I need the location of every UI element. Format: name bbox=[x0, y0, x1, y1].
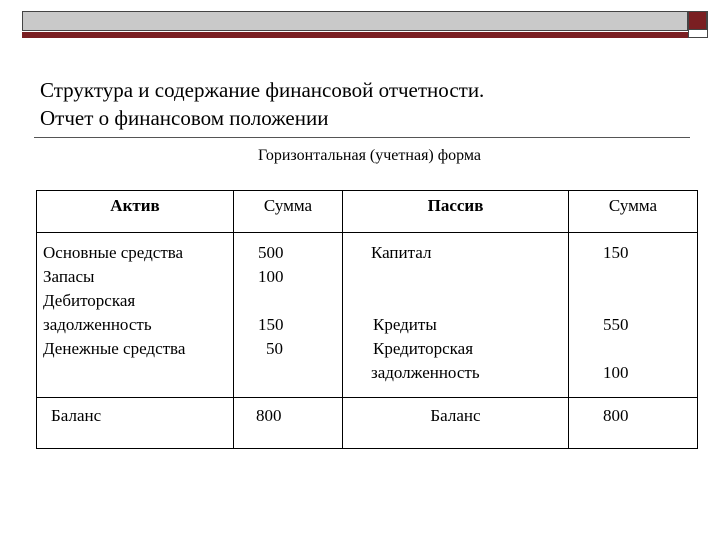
liability-value: 100 bbox=[603, 363, 629, 382]
liability-label: задолженность bbox=[371, 363, 480, 382]
asset-label: задолженность bbox=[43, 315, 152, 334]
header-assets: Актив bbox=[37, 191, 234, 233]
liability-label: Капитал bbox=[371, 243, 432, 262]
balance-sheet-table bbox=[36, 190, 698, 449]
asset-value: 100 bbox=[258, 267, 284, 286]
liability-label: Кредиты bbox=[373, 315, 437, 334]
asset-label: Денежные средства bbox=[43, 339, 186, 358]
liability-label bbox=[371, 265, 568, 289]
liability-value bbox=[603, 265, 697, 289]
liability-value: 150 bbox=[603, 243, 629, 262]
table-footer-row bbox=[37, 398, 698, 449]
footer-asset-total: 800 bbox=[234, 398, 343, 449]
liability-value: 550 bbox=[603, 315, 629, 334]
asset-label: Основные средства bbox=[43, 243, 184, 262]
title-divider bbox=[34, 137, 690, 138]
liabilities-labels bbox=[343, 233, 569, 398]
asset-label: Дебиторская bbox=[43, 291, 136, 310]
assets-values bbox=[234, 233, 343, 398]
corner-square-fill bbox=[689, 12, 707, 30]
footer-liability-label: Баланс bbox=[343, 398, 569, 449]
footer-asset-label: Баланс bbox=[37, 398, 234, 449]
liability-value bbox=[603, 289, 697, 313]
slide-title bbox=[40, 76, 484, 132]
liability-value bbox=[603, 337, 697, 361]
table-header-row bbox=[37, 191, 698, 233]
table-body-row bbox=[37, 233, 698, 398]
liability-label: Кредиторская bbox=[373, 339, 474, 358]
asset-value bbox=[258, 289, 342, 313]
liabilities-values bbox=[569, 233, 698, 398]
assets-labels bbox=[37, 233, 234, 398]
asset-value: 150 bbox=[258, 315, 284, 334]
top-red-bar bbox=[22, 32, 688, 38]
header-amount-liabilities: Сумма bbox=[569, 191, 698, 233]
asset-value: 50 bbox=[266, 339, 283, 358]
slide-subtitle: Горизонтальная (учетная) форма bbox=[258, 147, 481, 164]
top-gray-bar bbox=[22, 11, 688, 31]
asset-value: 500 bbox=[258, 243, 284, 262]
corner-square-decoration bbox=[688, 11, 708, 38]
title-line-1: Структура и содержание финансовой отчетности. bbox=[40, 78, 485, 102]
title-line-2: Отчет о финансовом положении bbox=[40, 106, 329, 130]
footer-liability-total: 800 bbox=[569, 398, 698, 449]
header-liabilities: Пассив bbox=[343, 191, 569, 233]
header-amount-assets: Сумма bbox=[234, 191, 343, 233]
asset-label: Запасы bbox=[43, 267, 95, 286]
liability-label bbox=[371, 289, 568, 313]
